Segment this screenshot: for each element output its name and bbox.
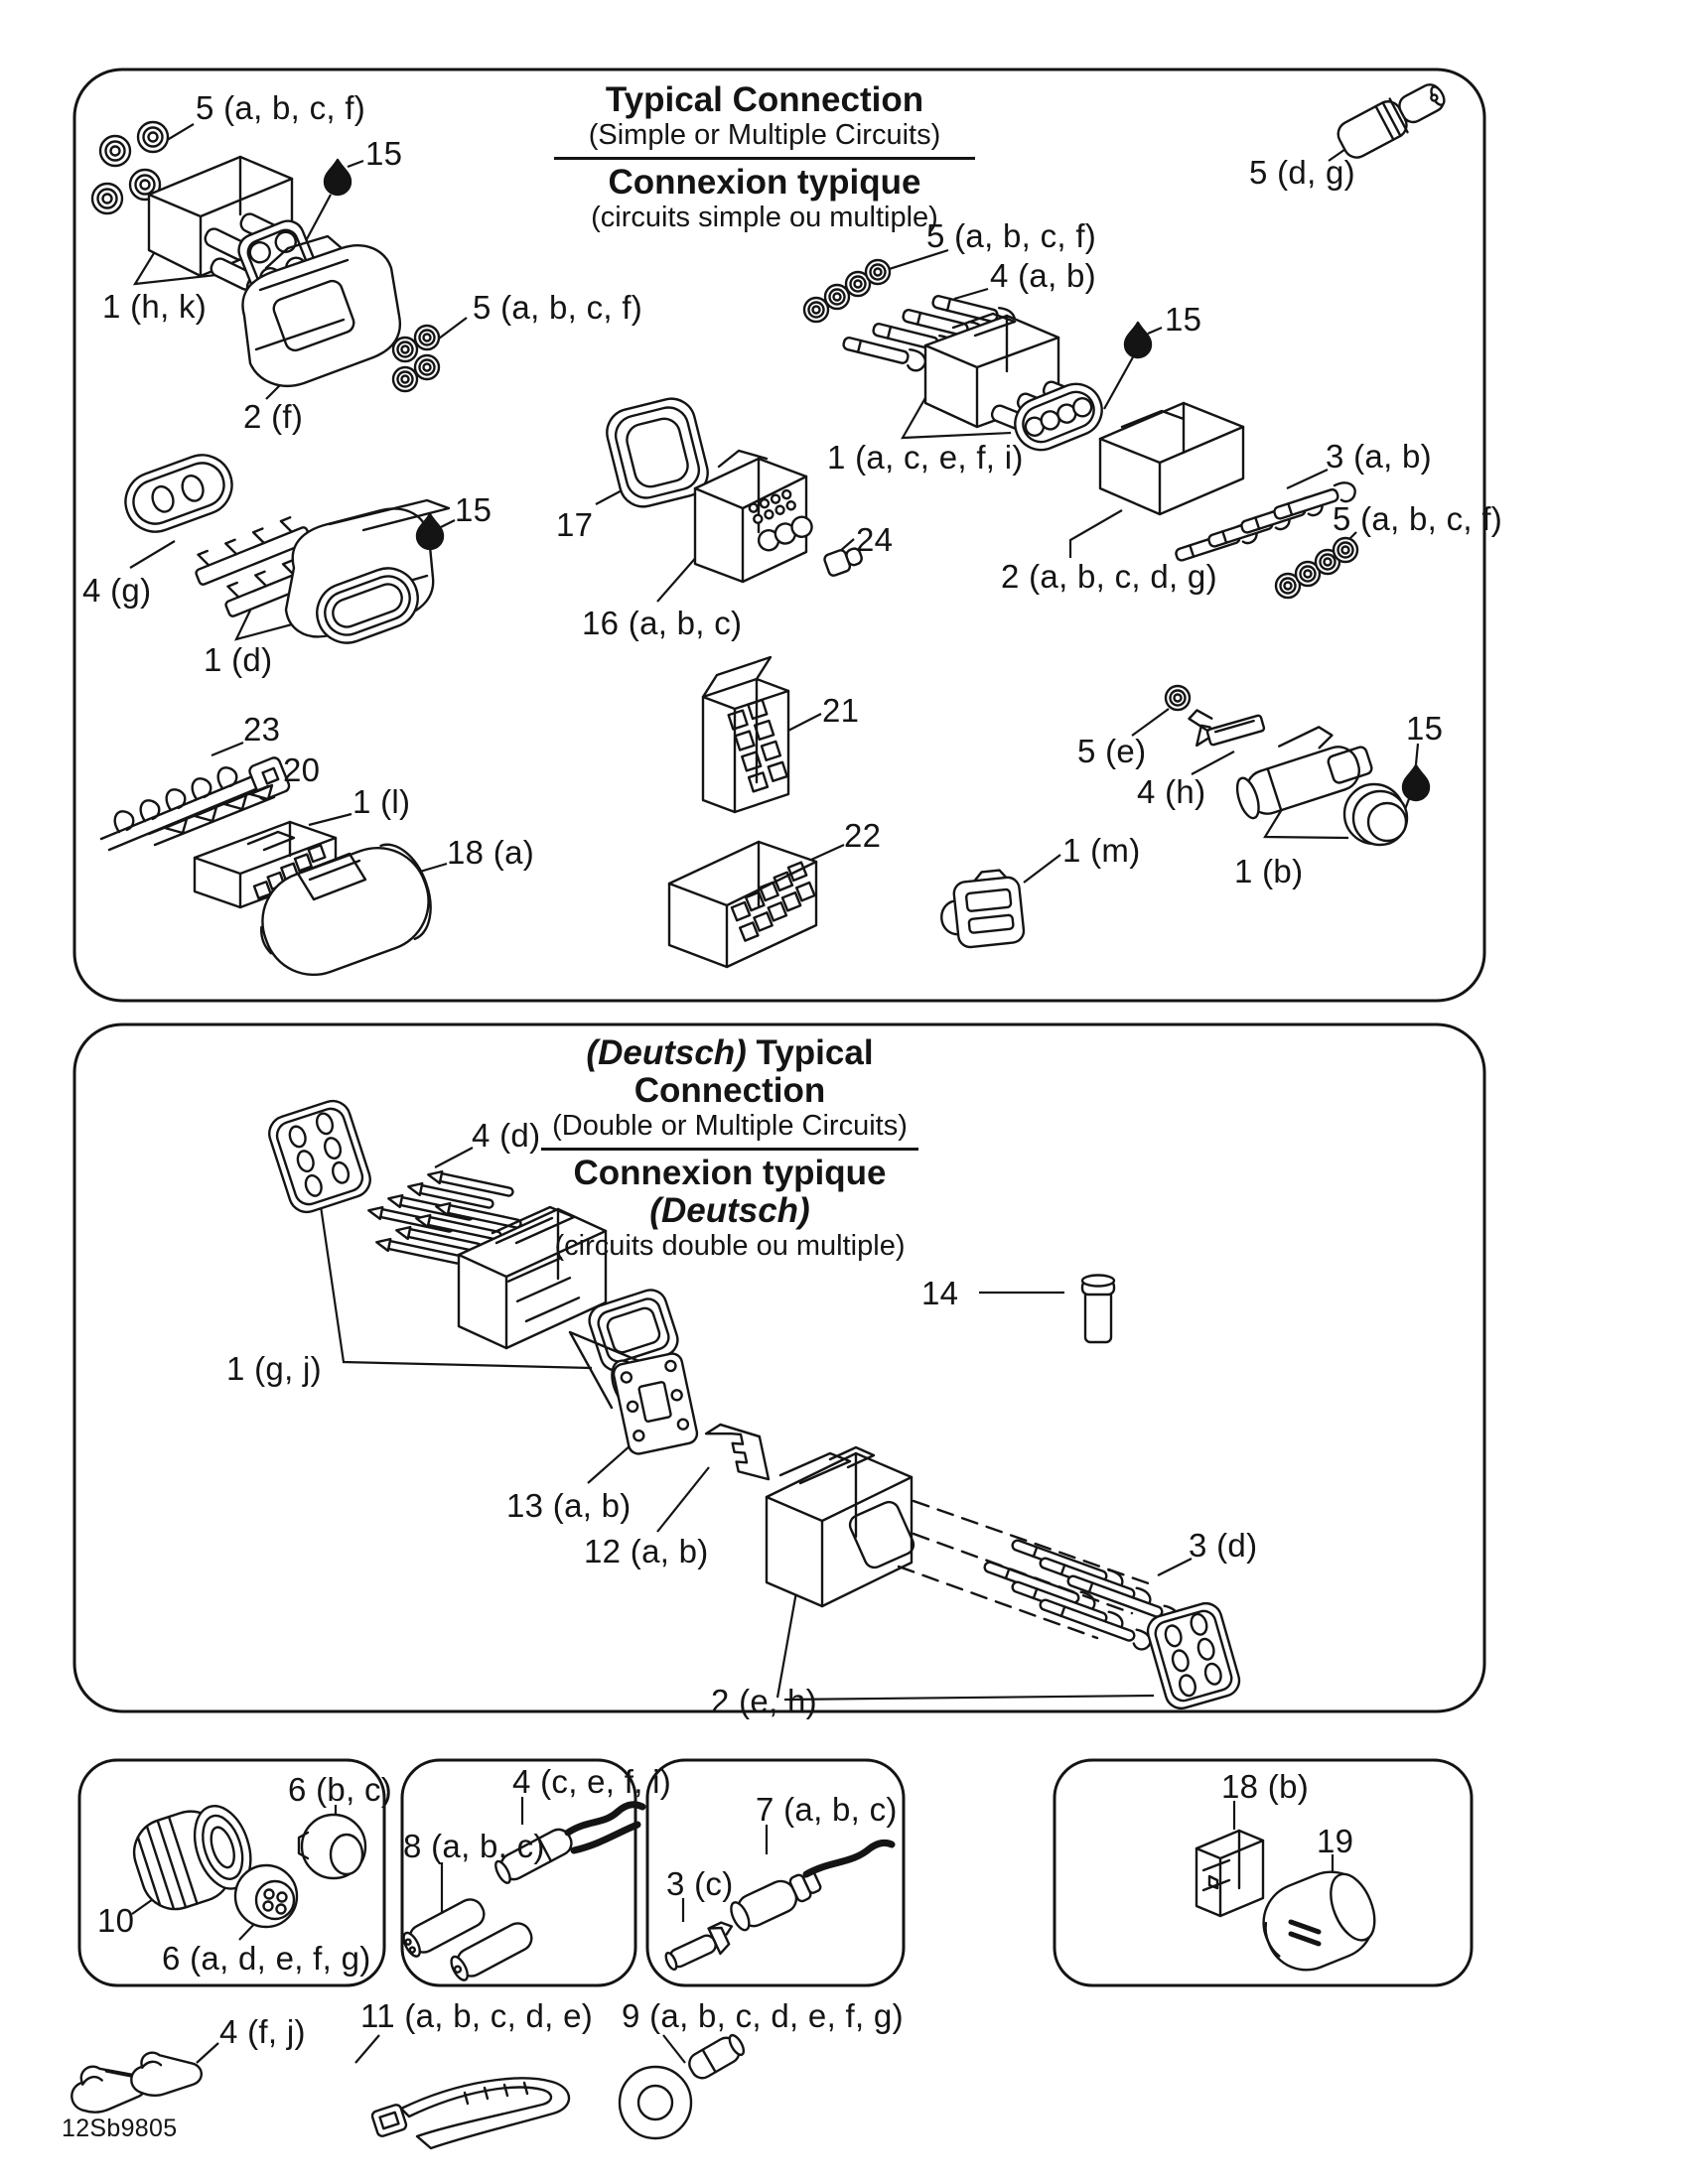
callout-wedge-12: 12 (a, b) xyxy=(584,1533,709,1570)
callout-plug-24: 24 xyxy=(856,521,894,558)
title-deutsch-fr xyxy=(541,1155,918,1230)
callout-comb-23: 23 xyxy=(243,711,281,748)
callout-terminal-4fj: 4 (f, j) xyxy=(219,2013,306,2050)
callout-terminals-3d: 3 (d) xyxy=(1189,1527,1258,1564)
subtitle-simple-circuits-fr: (circuits simple ou multiple) xyxy=(591,202,938,234)
callout-shell-2abcdg: 2 (a, b, c, d, g) xyxy=(1001,558,1217,595)
callout-housing-1d: 1 (d) xyxy=(204,641,273,678)
callout-terminals-4ab: 4 (a, b) xyxy=(990,257,1096,294)
callout-strip-20: 20 xyxy=(283,751,321,788)
part-grommet-5e xyxy=(1166,686,1190,710)
callout-plug-6adefg: 6 (a, d, e, f, g) xyxy=(162,1940,371,1977)
lubricant-drop-icon xyxy=(1125,323,1151,357)
callout-housing-1l: 1 (l) xyxy=(352,783,411,820)
title-divider-deutsch xyxy=(541,1148,918,1151)
callout-lube-right: 15 xyxy=(1406,710,1444,747)
callout-cap-6bc: 6 (b, c) xyxy=(288,1771,393,1808)
callout-block-22: 22 xyxy=(844,817,882,854)
part-ring-terminal-9 xyxy=(620,2031,748,2138)
callout-shell-2f: 2 (f) xyxy=(243,398,304,435)
part-cover-18b xyxy=(1196,1831,1263,1916)
part-cap-6bc xyxy=(299,1815,365,1878)
part-terminal-4fj xyxy=(67,2046,204,2116)
callout-grommets-top-left: 5 (a, b, c, f) xyxy=(196,89,366,126)
callout-tie-11: 11 (a, b, c, d, e) xyxy=(360,1997,594,2034)
deutsch-prefix: (Deutsch) xyxy=(586,1033,747,1072)
part-connector-16 xyxy=(695,451,815,582)
part-housing-2eh xyxy=(767,1447,1157,1638)
part-block-21 xyxy=(703,657,788,812)
callout-housing-1acefi: 1 (a, c, e, f, i) xyxy=(827,439,1024,476)
callout-terminals-4d: 4 (d) xyxy=(472,1117,541,1154)
callout-connector-1m: 1 (m) xyxy=(1062,832,1141,869)
lubricant-drop-icon xyxy=(325,160,351,195)
callout-seal-17: 17 xyxy=(556,506,594,543)
callout-bullet-7abc: 7 (a, b, c) xyxy=(756,1791,898,1828)
callout-housing-1hk: 1 (h, k) xyxy=(102,288,208,325)
callout-grommets-mid-left: 5 (a, b, c, f) xyxy=(473,289,643,326)
part-tubes-8abc xyxy=(400,1895,536,1983)
part-plate-13 xyxy=(612,1352,699,1456)
callout-plate-13: 13 (a, b) xyxy=(506,1487,632,1524)
part-terminal-3c xyxy=(661,1919,740,1976)
callout-housing-1gj: 1 (g, j) xyxy=(226,1350,322,1387)
callout-block-21: 21 xyxy=(822,692,860,729)
callout-tubes-8abc: 8 (a, b, c) xyxy=(403,1828,545,1864)
title-deutsch-en xyxy=(541,1034,918,1110)
lubricant-drop-icon xyxy=(1403,765,1429,800)
part-cable-tie-11 xyxy=(371,2078,569,2148)
callout-terminal-4h: 4 (h) xyxy=(1137,773,1206,810)
part-bullet-7abc xyxy=(727,1843,892,1933)
callout-connector-16: 16 (a, b, c) xyxy=(582,605,743,641)
part-terminal-4h xyxy=(1188,694,1265,750)
callout-terminals-3ab: 3 (a, b) xyxy=(1326,438,1432,475)
part-seal-plate-left xyxy=(265,1096,375,1216)
callout-splice-4cefi: 4 (c, e, f, i) xyxy=(512,1763,672,1800)
part-plug-6adefg xyxy=(235,1865,297,1927)
callout-grommets-right: 5 (a, b, c, f) xyxy=(1333,500,1503,537)
part-housing-1d xyxy=(117,447,449,651)
callout-lube-top-left: 15 xyxy=(365,135,403,172)
subtitle-double-circuits-fr: (circuits double ou multiple) xyxy=(554,1229,906,1262)
callout-cover-18b: 18 (b) xyxy=(1221,1768,1310,1805)
title-divider xyxy=(554,157,975,160)
callout-boot-19: 19 xyxy=(1317,1823,1354,1859)
deutsch-title-fr: Connexion typique xyxy=(573,1154,887,1193)
subtitle-double-circuits-en: (Double or Multiple Circuits) xyxy=(552,1109,908,1142)
part-wedge-12 xyxy=(705,1418,769,1490)
callout-housing-2eh: 2 (e, h) xyxy=(711,1683,817,1719)
part-block-22 xyxy=(669,842,820,967)
callout-lube-mid-left: 15 xyxy=(455,491,492,528)
title-typical-connection-en: Typical Connection xyxy=(605,80,924,119)
callout-seal-4g: 4 (g) xyxy=(82,572,152,609)
part-seal-plate-right xyxy=(1144,1599,1243,1711)
callout-housing-1b: 1 (b) xyxy=(1234,853,1304,889)
callout-lube-center: 15 xyxy=(1165,301,1202,338)
callout-ring-9: 9 (a, b, c, d, e, f, g) xyxy=(622,1997,904,2034)
callout-grommets-center: 5 (a, b, c, f) xyxy=(926,217,1097,254)
title-deutsch-section xyxy=(541,1034,918,1262)
doc-code: 12Sb9805 xyxy=(62,2115,178,2142)
subtitle-simple-circuits-en: (Simple or Multiple Circuits) xyxy=(588,118,941,151)
part-plug-5dg xyxy=(1334,76,1451,163)
part-connector-1m xyxy=(937,869,1025,950)
title-top-section xyxy=(554,81,975,234)
callout-terminal-3c: 3 (c) xyxy=(666,1865,734,1902)
callout-stud-14: 14 xyxy=(921,1275,959,1311)
deutsch-suffix: (Deutsch) xyxy=(649,1190,810,1230)
part-boot-19 xyxy=(1252,1859,1387,1981)
title-typical-connection-fr: Connexion typique xyxy=(608,163,921,203)
callout-nut-10: 10 xyxy=(97,1902,135,1939)
callout-boot-18a: 18 (a) xyxy=(447,834,535,871)
part-stud-14 xyxy=(1082,1276,1114,1343)
callout-grommet-5e: 5 (e) xyxy=(1077,733,1147,769)
deutsch-title-en: Typical Connection xyxy=(633,1033,874,1110)
callout-plug-5dg: 5 (d, g) xyxy=(1249,154,1355,191)
